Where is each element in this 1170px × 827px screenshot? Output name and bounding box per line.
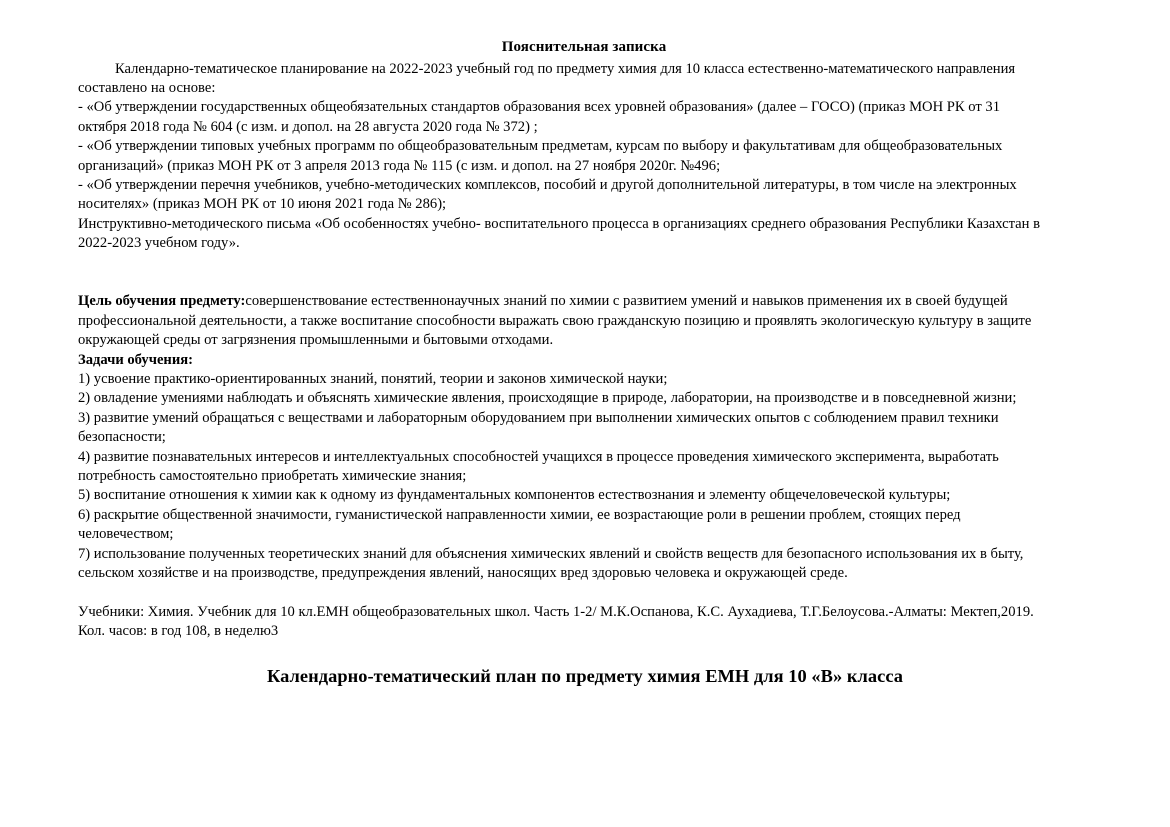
objective-3-line-1: 3) развитие умений обращаться с веществами и лабораторным оборудованием при выполнении химических опытов с соблюдением правил техники [78, 409, 999, 426]
basis-item-1-line-2: октября 2018 года № 604 (с изм. и допол. на 28 августа 2020 года № 372) ; [78, 118, 538, 135]
objective-7-line-2: сельском хозяйстве и на производстве, предупреждения явлений, наносящих вред здоровью человека и окружающей среде. [78, 565, 848, 582]
objective-3-line-2: безопасности; [78, 429, 166, 446]
paragraph-spacer-2 [78, 273, 1090, 292]
textbooks-line-2: Кол. часов: в год 108, в неделю3 [78, 623, 279, 640]
objective-6-line-1: 6) раскрытие общественной значимости, гуманистической направленности химии, ее возрастающие роли в решении проблем, стоящих перед [78, 506, 961, 523]
objective-7-line-1: 7) использование полученных теоретических знаний для объяснения химических явлений и свойств веществ для безопасного использования их в быту, [78, 545, 1024, 562]
basis-item-2-line-1: - «Об утверждении типовых учебных программ по общеобразовательным предметам, курсам по выбору и факультативам для общеобразовательных [78, 138, 1003, 155]
basis-item-4-line-2: 2022-2023 учебном году». [78, 235, 240, 252]
goal-label: Цель обучения предмету: [78, 293, 246, 310]
paragraph-spacer [78, 254, 1090, 273]
basis-item-2-line-2: организаций» (приказ МОН РК от 3 апреля 2013 года № 115 (с изм. и допол. на 27 ноября 2020г. №496; [78, 157, 721, 174]
objectives-heading: Задачи обучения: [78, 351, 193, 368]
textbooks-spacer [78, 583, 1090, 602]
page-title: Пояснительная записка [501, 39, 667, 55]
objective-5-line-1: 5) воспитание отношения к химии как к одному из фундаментальных компонентов естествознания и элементу общечеловеческой культуры; [78, 487, 951, 504]
objective-4-line-2: потребность самостоятельно приобретать химические знания; [78, 468, 467, 484]
textbooks-line-1: Учебники: Химия. Учебник для 10 кл.ЕМН общеобразовательных школ. Часть 1-2/ М.К.Оспанова, К.С. Аухадиева, Т.Г.Белоусова.-Алматы: Мектеп,2019. [78, 603, 1034, 620]
basis-item-3-line-1: - «Об утверждении перечня учебников, учебно-методических комплексов, пособий и другой дополнительной литературы, в том числе на электронных [78, 176, 1017, 193]
basis-item-3-line-2: носителях» (приказ МОН РК от 10 июня 2021 года № 286); [78, 196, 447, 213]
objective-1-line-1: 1) усвоение практико-ориентированных знаний, понятий, теории и законов химической науки; [78, 370, 668, 387]
intro-line-2: составлено на основе: [78, 79, 216, 96]
goal-line-3: окружающей среды от загрязнения промышленными и бытовыми отходами. [78, 332, 554, 349]
goal-line-1 [78, 292, 1090, 311]
objective-4-line-1: 4) развитие познавательных интересов и интеллектуальных способностей учащихся в процессе проведения химического эксперимента, выработать [78, 448, 999, 465]
intro-line-1: Календарно-тематическое планирование на 2022-2023 учебный год по предмету химия для 10 класса естественно-математического направления [115, 60, 1016, 77]
plan-title: Календарно-тематический план по предмету химия ЕМН для 10 «В» класса [266, 666, 904, 686]
plan-title-container [0, 664, 1170, 688]
goal-text-line-1: совершенствование естественнонаучных знаний по химии с развитием умений и навыков применения их в своей будущей [245, 293, 1008, 310]
document-body [78, 38, 1090, 642]
objective-6-line-2: человечеством; [78, 526, 174, 543]
basis-item-4-line-1: Инструктивно-методического письма «Об особенностях учебно- воспитательного процесса в организациях среднего образования Республики Казахстан в [78, 215, 1040, 232]
basis-item-1-line-1: - «Об утверждении государственных общеобязательных стандартов образования всех уровней образования» (далее – ГОСО) (приказ МОН РК от 31 [78, 99, 1000, 116]
objective-2-line-1: 2) овладение умениями наблюдать и объяснять химические явления, происходящие в природе, лаборатории, на производстве и в повседневной жизни; [78, 390, 1017, 407]
goal-line-2: профессиональной деятельности, а также воспитание способности выражать свою гражданскую позицию и проявлять экологическую культуру в защите [78, 312, 1032, 329]
